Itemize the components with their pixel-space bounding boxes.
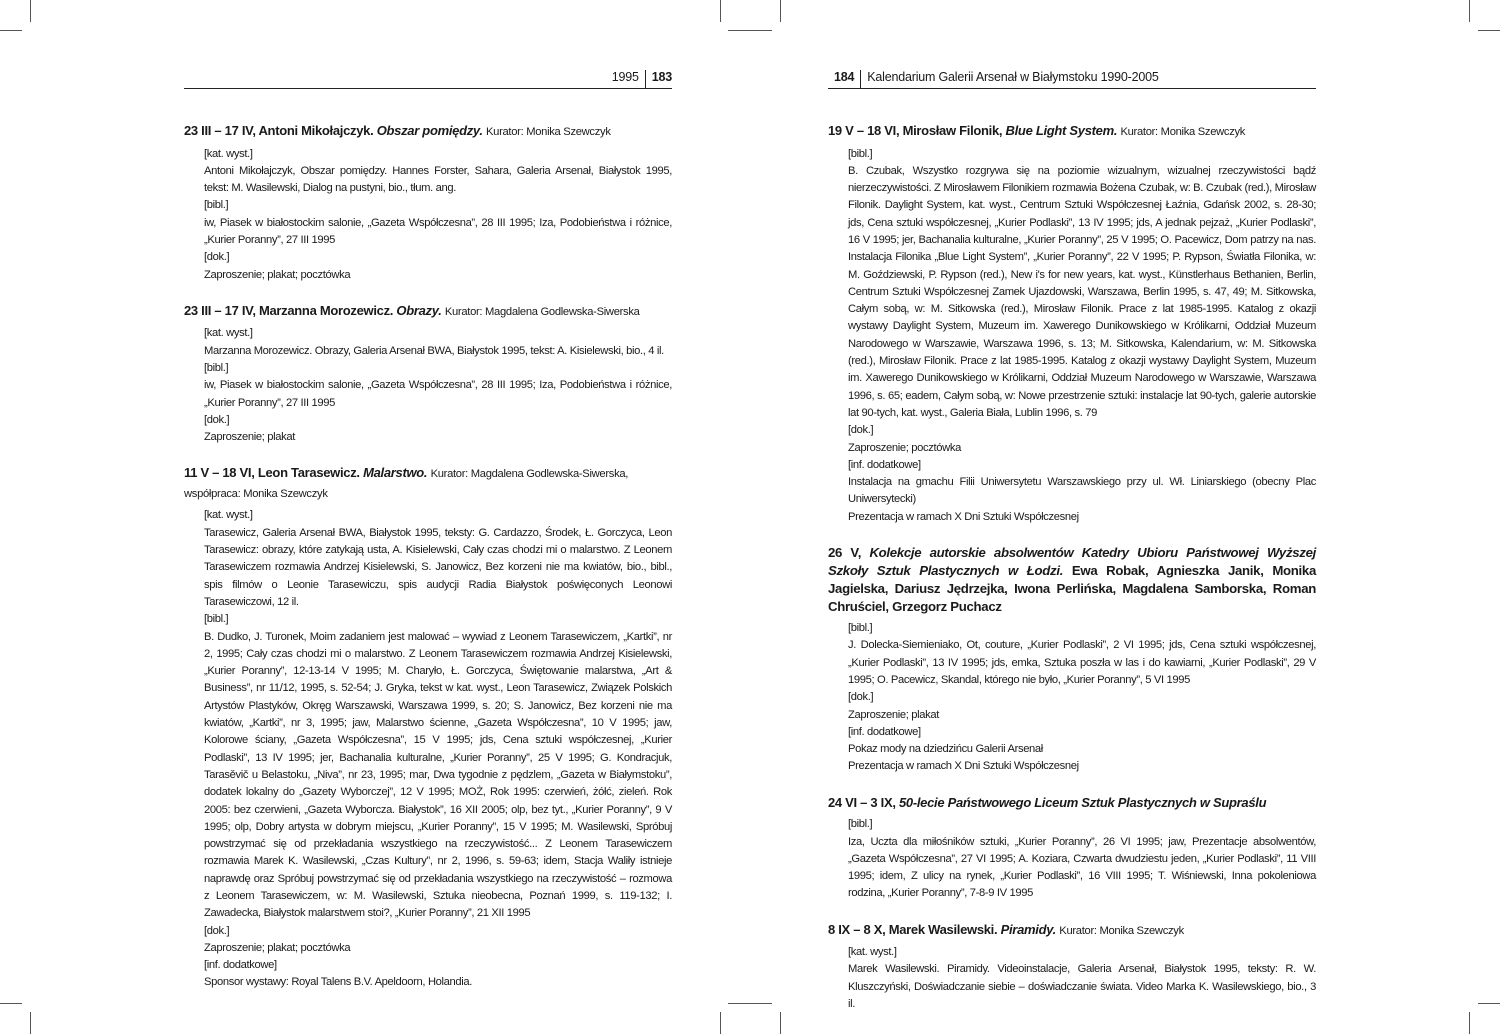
curator: Kurator: Monika Szewczyk bbox=[1059, 924, 1184, 937]
documents-text: Zaproszenie; plakat; pocztówka bbox=[204, 941, 351, 954]
crop-mark bbox=[720, 1012, 721, 1034]
header-year: 1995 bbox=[612, 70, 646, 88]
entry-details bbox=[204, 146, 672, 284]
entry-title bbox=[184, 464, 672, 503]
additional-info-text: Prezentacja w ramach X Dni Sztuki Współczesnej bbox=[848, 760, 1079, 773]
entry-dates-artist: 8 IX – 8 X, Marek Wasilewski. bbox=[828, 921, 998, 937]
catalog-text: Marek Wasilewski. Piramidy. Videoinstalacje, Galeria Arsenał, Białystok 1995, teksty: R. W. Kluszczyński, Doświadczanie siebie – doświadczanie świata. Video Marka K. Wasilewskiego, bio., 3 il. bbox=[848, 963, 1316, 1011]
section-label: [bibl.] bbox=[204, 199, 229, 212]
entry-dates-artist: 23 III – 17 IV, Marzanna Morozewicz. bbox=[184, 302, 394, 318]
running-header bbox=[184, 70, 672, 89]
documents-text: Zaproszenie; pocztówka bbox=[848, 441, 961, 454]
exhibition-name: Kolekcje autorskie absolwentów Katedry Ubioru Państwowej Wyższej Szkoły Sztuk Plastycznych w Łodzi. bbox=[828, 545, 1316, 579]
section-label: [kat. wyst.] bbox=[204, 147, 253, 160]
entry-dates: 24 VI – 3 IX, bbox=[828, 794, 896, 810]
section-label: [dok.] bbox=[204, 251, 230, 264]
running-header bbox=[828, 70, 1316, 89]
left-page bbox=[184, 0, 672, 1034]
right-page bbox=[828, 0, 1316, 1034]
crop-mark bbox=[780, 0, 781, 22]
entry-title bbox=[828, 921, 1316, 941]
section-label: [dok.] bbox=[848, 424, 874, 437]
section-label: [inf. dodatkowe] bbox=[848, 725, 921, 738]
artists-list: Ewa Robak, Agnieszka Janik, Monika Jagielska, Dariusz Jędrzejka, Iwona Perlińska, Magdalena Samborska, Roman Chruściel, Grzegorz Puchacz bbox=[828, 563, 1316, 615]
documents-text: Zaproszenie; plakat bbox=[204, 431, 295, 444]
section-label: [kat. wyst.] bbox=[848, 946, 897, 959]
exhibition-name: 50-lecie Państwowego Liceum Sztuk Plastycznych w Supraślu bbox=[898, 794, 1267, 810]
section-label: [inf. dodatkowe] bbox=[204, 959, 277, 972]
section-label: [kat. wyst.] bbox=[204, 509, 253, 522]
crop-mark bbox=[728, 1003, 772, 1004]
bibliography-text: B. Dudko, J. Turonek, Moim zadaniem jest malować – wywiad z Leonem Tarasewiczem, „Kartki”, nr 2, 1995; Cały czas chodzi mi o malarstwo. Z Leonem Tarasewiczem rozmawia Andrzej Kisielewski, „Kurier Poranny”, 12-13-14 V 1995; M. Charyło, Ł. Gorczyca, Świętowanie malarstwa, „Art & Business”, nr 11/12, 1995, s. 52-54; J. Gryka, tekst w kat. wyst., Leon Tarasewicz, Związek Polskich Artystów Plastyków, Okręg Warszawski, Warszawa 1999, s. 20; S. Janowicz, Bez korzeni nie ma kwiatów, „Kartki”, nr 3, 1995; jaw, Malarstwo ścienne, „Gazeta Współczesna”, 10 V 1995; jaw, Kolorowe ściany, „Gazeta Współczesna”, 15 V 1995; jds, Cena sztuki współczesnej, „Kurier Podlaski”, 13 IV 1995; jer, Bachanalia kulturalne, „Kurier Poranny”, 25 V 1995; G. Kondracjuk, Tarasěvič u Belastoku, „Niva”, nr 23, 1995; mar, Dwa tygodnie z pędzlem, „Gazeta w Białymstoku”, dodatek lokalny do „Gazety Wyborczej”, 12 V 1995; MOŻ, Rok 1995: czerwień, żółć, zieleń. Rok 2005: bez czerwieni, „Gazeta Wyborcza. Białystok”, 16 XII 2005; olp, bez tyt., „Kurier Poranny”, 9 V 1995; olp, Dobry artysta w dobrym miejscu, „Kurier Poranny”, 15 V 1995; M. Wasilewski, Spróbuj powstrzymać się od przekładania wszystkiego na rzeczywistość... Z Leonem Tarasewiczem rozmawia Marek K. Wasilewski, „Czas Kultury”, nr 2, 1996, s. 59-63; idem, Stacja Waliły istnieje naprawdę oraz Spróbuj powstrzymać się od przekładania wszystkiego na rzeczywistość – rozmowa z Leonem Tarasewiczem, w: M. Wasilewski, Sztuka nieobecna, Poznań 1999, s. 119-132; I. Zawadecka, Białystok malarstwem stoi?, „Kurier Poranny”, 21 XII 1995 bbox=[204, 630, 672, 920]
entry-title bbox=[184, 302, 672, 322]
section-label: [bibl.] bbox=[848, 147, 873, 160]
entry-details bbox=[848, 146, 1316, 527]
catalog-text: Tarasewicz, Galeria Arsenał BWA, Białystok 1995, teksty: G. Cardazzo, Środek, Ł. Gorczyca, Leon Tarasewicz: obrazy, które zatykają usta, A. Kisielewski, Cały czas chodzi mi o malarstwo. Z Leonem Tarasewiczem rozmawia Andrzej Kisielewski, S. Janowicz, Bez korzeni nie ma kwiatów, bio., bibl., spis filmów o Leonie Tarasewiczu, spis audycji Radia Białystok poświęconych Leonowi Tarasewiczowi, 12 il. bbox=[204, 526, 672, 608]
crop-mark bbox=[30, 1012, 31, 1034]
calendar-entry bbox=[828, 122, 1316, 526]
entry-dates-artist: 11 V – 18 VI, Leon Tarasewicz. bbox=[184, 465, 360, 481]
section-label: [dok.] bbox=[848, 691, 874, 704]
entry-details bbox=[204, 325, 672, 446]
additional-info-text: Pokaz mody na dziedzińcu Galerii Arsenał bbox=[848, 743, 1043, 756]
crop-mark bbox=[780, 1012, 781, 1034]
curator: Kurator: Monika Szewczyk bbox=[1120, 126, 1246, 138]
section-label: [bibl.] bbox=[204, 613, 229, 626]
right-page-body bbox=[828, 122, 1316, 1031]
section-label: [bibl.] bbox=[204, 361, 229, 374]
curator: Kurator: Magdalena Godlewska-Siwerska, współpraca: Monika Szewczyk bbox=[184, 468, 629, 500]
page-number: 183 bbox=[651, 70, 672, 84]
crop-mark bbox=[720, 0, 721, 22]
page-number: 184 bbox=[834, 70, 861, 88]
crop-mark bbox=[0, 30, 22, 31]
additional-info-text: Prezentacja w ramach X Dni Sztuki Współczesnej bbox=[848, 510, 1079, 523]
curator: Kurator: Monika Szewczyk bbox=[486, 126, 611, 138]
entry-details bbox=[848, 944, 1316, 1013]
running-title: Kalendarium Galerii Arsenał w Białymstoku 1990-2005 bbox=[867, 70, 1159, 84]
calendar-entry bbox=[184, 302, 672, 447]
calendar-entry bbox=[828, 544, 1316, 776]
entry-details bbox=[848, 620, 1316, 776]
entry-title bbox=[828, 794, 1316, 813]
section-label: [inf. dodatkowe] bbox=[848, 458, 921, 471]
section-label: [bibl.] bbox=[848, 622, 873, 635]
crop-mark bbox=[728, 30, 772, 31]
additional-info-text: Instalacja na gmachu Filii Uniwersytetu Warszawskiego przy ul. Wł. Liniarskiego (obecny Plac Uniwersytecki) bbox=[848, 476, 1316, 506]
entry-dates: 26 V, bbox=[828, 545, 862, 561]
calendar-entry bbox=[828, 921, 1316, 1014]
entry-dates-artist: 23 III – 17 IV, Antoni Mikołajczyk. bbox=[184, 123, 374, 138]
left-page-body bbox=[184, 122, 672, 1010]
crop-mark bbox=[1478, 1003, 1500, 1004]
entry-dates-artist: 19 V – 18 VI, Mirosław Filonik, bbox=[828, 123, 1003, 138]
section-label: [dok.] bbox=[204, 413, 230, 426]
section-label: [dok.] bbox=[204, 924, 230, 937]
entry-details bbox=[204, 507, 672, 991]
documents-text: Zaproszenie; plakat; pocztówka bbox=[204, 268, 351, 281]
bibliography-text: Iza, Uczta dla miłośników sztuki, „Kurier Poranny”, 26 VI 1995; jaw, Prezentacje absolwentów, „Gazeta Współczesna”, 27 VI 1995; A. Koziara, Czwarta dwudziestu jeden, „Kurier Podlaski”, 11 VIII 1995; idem, Z ulicy na rynek, „Kurier Podlaski”, 16 VIII 1995; T. Wiśniewski, Inna pokoleniowa rodzina, „Kurier Poranny”, 7-8-9 IV 1995 bbox=[848, 835, 1316, 900]
additional-info-text: Sponsor wystawy: Royal Talens B.V. Apeldoorn, Holandia. bbox=[204, 976, 473, 989]
documents-text: Zaproszenie; plakat bbox=[848, 708, 939, 721]
bibliography-text: iw, Piasek w białostockim salonie, „Gazeta Współczesna”, 28 III 1995; Iza, Podobieństwa i różnice, „Kurier Poranny”, 27 III 1995 bbox=[204, 216, 672, 246]
exhibition-name: Obszar pomiędzy. bbox=[376, 123, 483, 138]
exhibition-name: Blue Light System. bbox=[1005, 123, 1118, 138]
section-label: [kat. wyst.] bbox=[204, 327, 253, 340]
crop-mark bbox=[0, 1003, 22, 1004]
entry-details bbox=[848, 816, 1316, 902]
crop-mark bbox=[1469, 1012, 1470, 1034]
section-label: [bibl.] bbox=[848, 818, 873, 831]
bibliography-text: B. Czubak, Wszystko rozgrywa się na poziomie wizualnym, wizualnej rzeczywistości bądź nierzeczywistości. Z Mirosławem Filonikiem rozmawia Bożena Czubak, w: B. Czubak (red.), Mirosław Filonik. Daylight System, kat. wyst., Centrum Sztuki Współczesnej Łaźnia, Gdańsk 2002, s. 28-30; jds, Cena sztuki współczesnej, „Kurier Podlaski”, 13 IV 1995; jds, A jednak pejzaż, „Kurier Podlaski”, 16 V 1995; jer, Bachanalia kulturalne, „Kurier Poranny”, 25 V 1995; O. Pacewicz, Dom patrzy na nas. Instalacja Filonika „Blue Light System”, „Kurier Poranny”, 22 V 1995; P. Rypson, Światła Filonika, w: M. Goździewski, P. Rypson (red.), New i's for new years, kat. wyst., Künstlerhaus Bethanien, Berlin, Centrum Sztuki Współczesnej Zamek Ujazdowski, Warszawa, Berlin 1995, s. 47, 49; M. Sitkowska, Całym sobą, w: M. Sitkowska (red.), Mirosław Filonik. Prace z lat 1985-1995. Katalog z okazji wystawy Daylight System, Muzeum im. Xawerego Dunikowskiego w Królikarni, Oddział Muzeum Narodowego w Warszawie, Warszawa 1996, s. 13; M. Sitkowska, Kalendarium, w: M. Sitkowska (red.), Mirosław Filonik. Prace z lat 1985-1995. Katalog z okazji wystawy Daylight System, Muzeum im. Xawerego Dunikowskiego w Królikarni, Oddział Muzeum Narodowego w Warszawie, Warszawa 1996, s. 65; eadem, Całym sobą, w: Nowe przestrzenie sztuki: instalacje lat 90-tych, galerie autorskie lat 90-tych, kat. wyst., Galeria Biała, Lublin 1996, s. 79 bbox=[848, 164, 1316, 419]
exhibition-name: Malarstwo. bbox=[363, 465, 428, 481]
crop-mark bbox=[30, 0, 31, 22]
calendar-entry bbox=[828, 794, 1316, 903]
bibliography-text: iw, Piasek w białostockim salonie, „Gazeta Współczesna”, 28 III 1995; Iza, Podobieństwa i różnice, „Kurier Poranny”, 27 III 1995 bbox=[204, 379, 672, 409]
catalog-text: Antoni Mikołajczyk, Obszar pomiędzy. Hannes Forster, Sahara, Galeria Arsenał, Białystok 1995, tekst: M. Wasilewski, Dialog na pustyni, bio., tłum. ang. bbox=[204, 164, 672, 195]
exhibition-name: Piramidy. bbox=[1000, 921, 1056, 937]
catalog-text: Marzanna Morozewicz. Obrazy, Galeria Arsenał BWA, Białystok 1995, tekst: A. Kisielewski, bio., 4 il. bbox=[204, 344, 664, 357]
calendar-entry bbox=[184, 464, 672, 991]
entry-title bbox=[184, 122, 672, 142]
bibliography-text: J. Dolecka-Siemieniako, Ot, couture, „Kurier Podlaski”, 2 VI 1995; jds, Cena sztuki współczesnej, „Kurier Podlaski”, 13 IV 1995; jds, emka, Sztuka poszła w las i do kawiarni, „Kurier Podlaski”, 29 V 1995; O. Pacewicz, Skandal, którego nie było, „Kurier Poranny”, 5 VI 1995 bbox=[848, 639, 1316, 686]
exhibition-name: Obrazy. bbox=[396, 302, 442, 318]
curator: Kurator: Magdalena Godlewska-Siwerska bbox=[444, 305, 640, 318]
entry-title bbox=[828, 122, 1316, 142]
entry-title bbox=[828, 544, 1316, 616]
calendar-entry bbox=[184, 122, 672, 284]
crop-mark bbox=[1478, 30, 1500, 31]
crop-mark bbox=[1469, 0, 1470, 22]
